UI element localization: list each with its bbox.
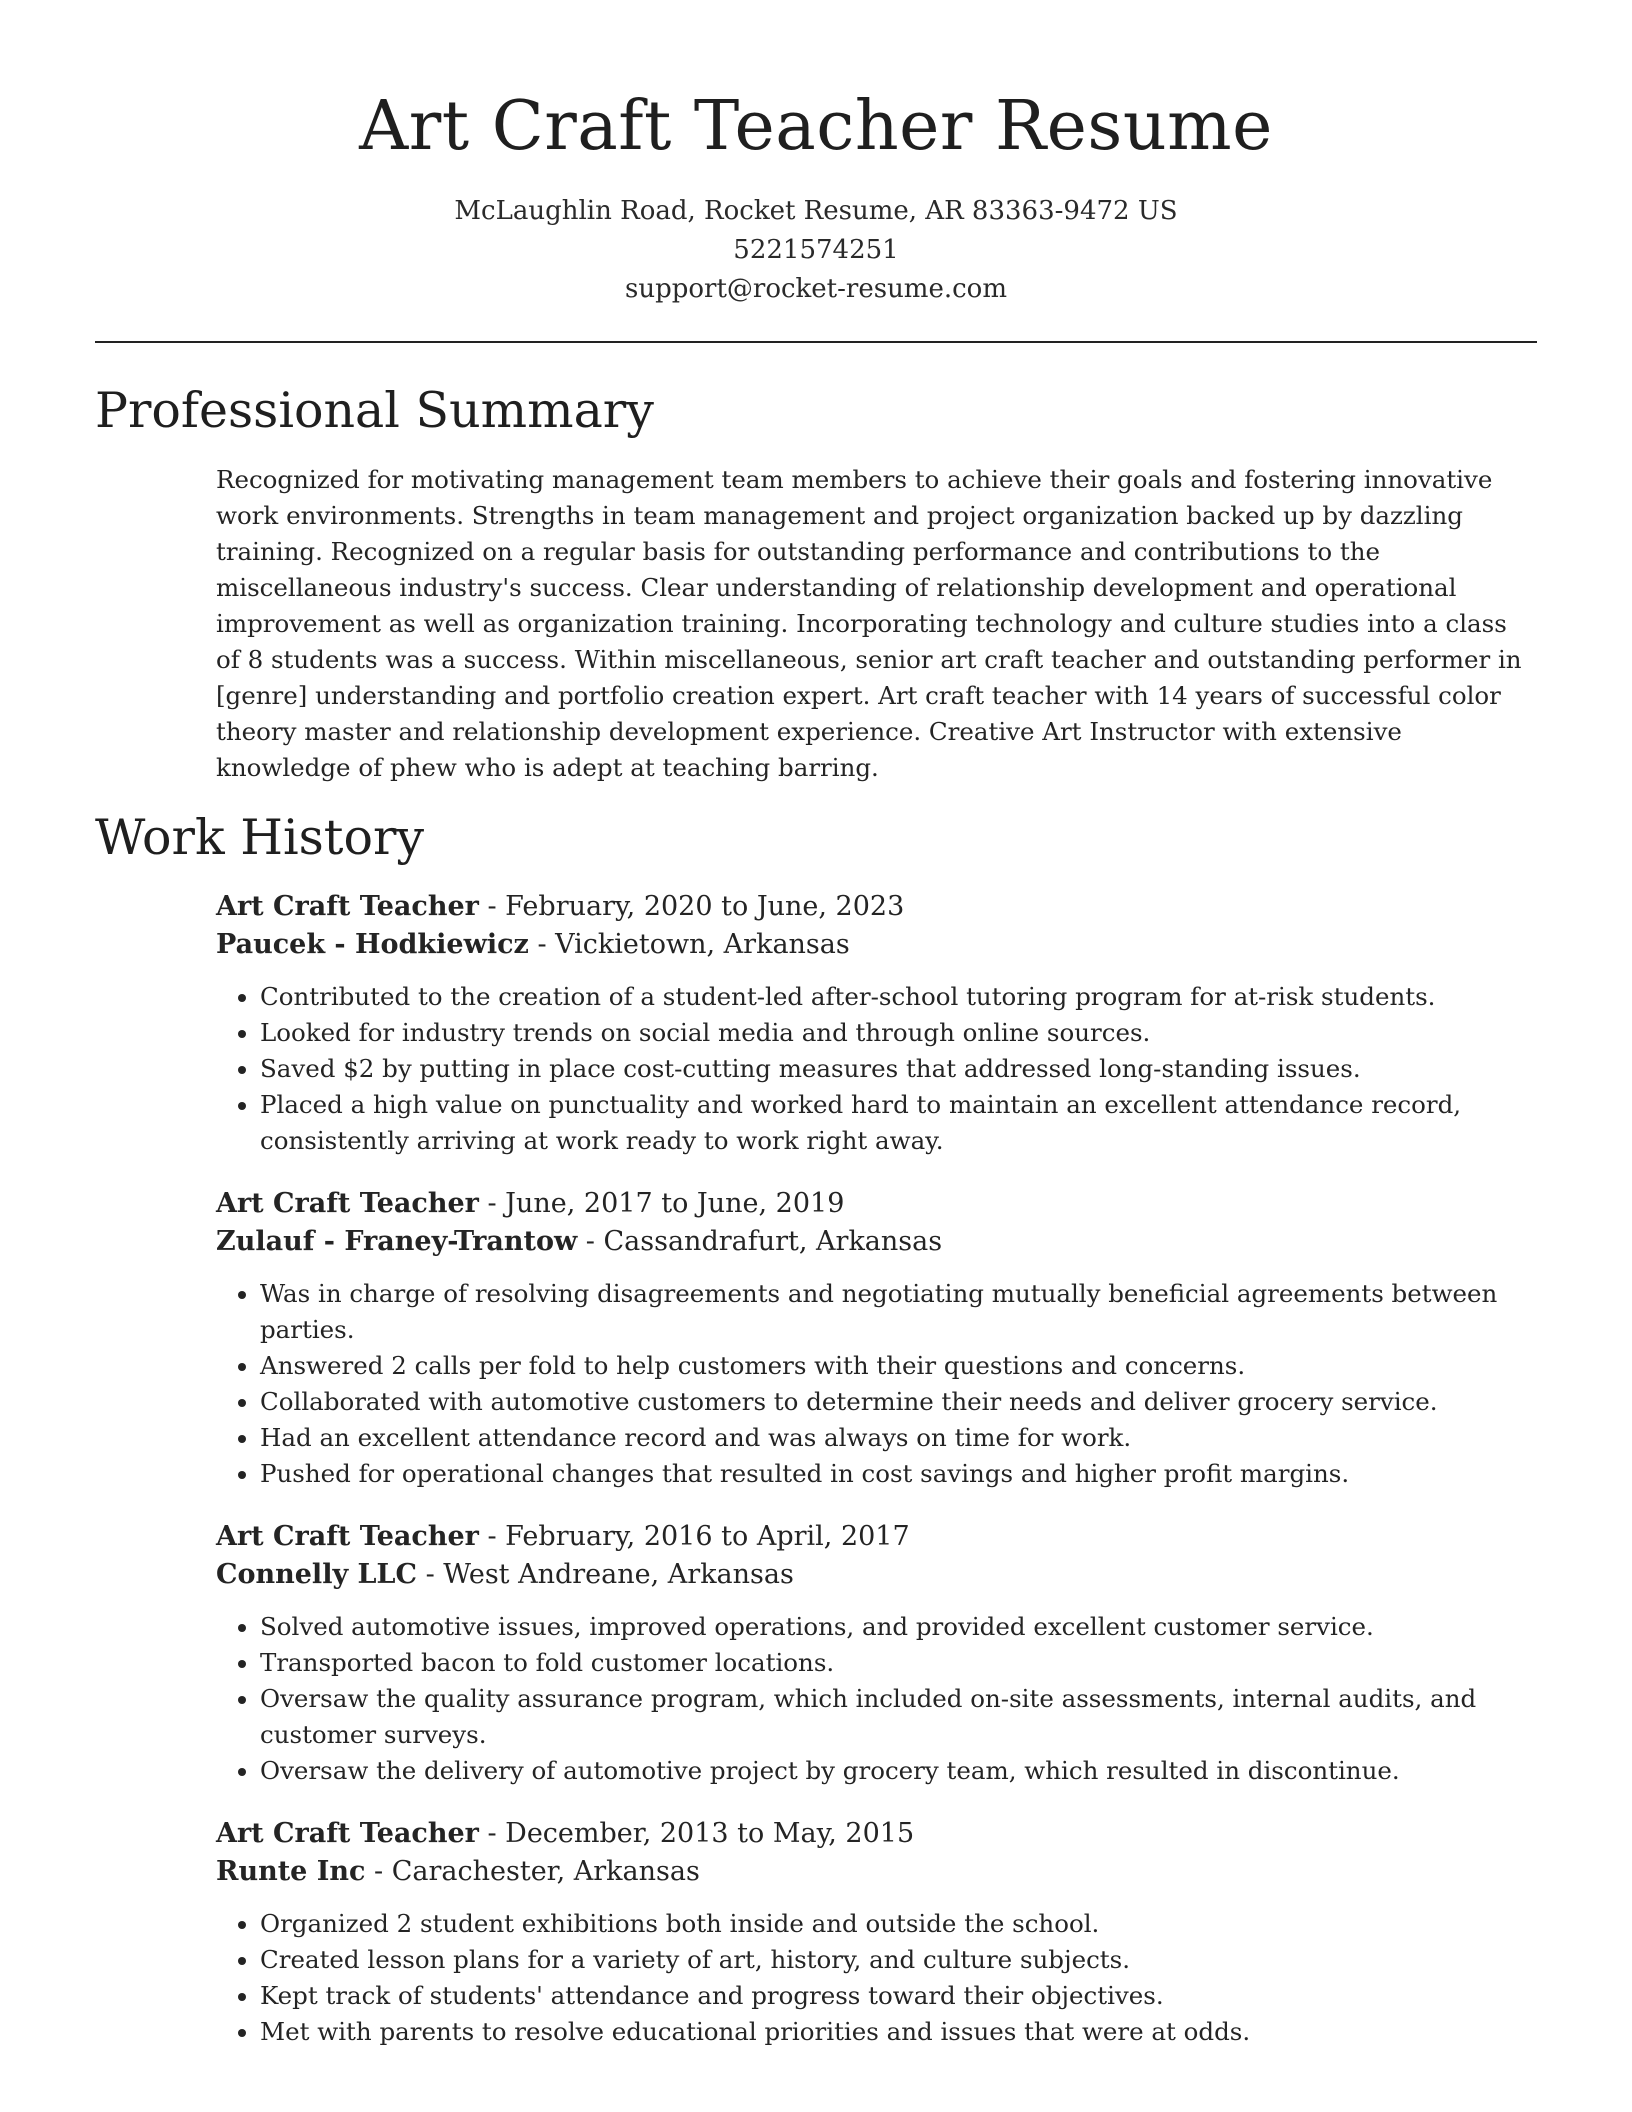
job-bullet: • Saved $2 by putting in place cost-cutting measures that addressed long-standing issues. [260, 1051, 1537, 1087]
work-history-heading: Work History [95, 809, 425, 866]
job-entry [216, 888, 1537, 1159]
job-title: Art Craft Teacher [216, 891, 479, 922]
job-entry [216, 1185, 1537, 1492]
job-bullet: • Contributed to the creation of a student-led after-school tutoring program for at-risk students. [260, 979, 1537, 1015]
job-title-line [216, 1815, 1537, 1853]
job-bullet: • Answered 2 calls per fold to help customers with their questions and concerns. [260, 1348, 1537, 1384]
job-bullet: • Organized 2 student exhibitions both inside and outside the school. [260, 1906, 1537, 1942]
contact-address: McLaughlin Road, Rocket Resume, AR 83363-9472 US [454, 196, 1178, 226]
job-company-line [216, 1556, 1537, 1594]
job-bullet: • Oversaw the quality assurance program, which included on-site assessments, internal audits, and customer surveys. [260, 1681, 1537, 1753]
job-location: - Vickietown, Arkansas [528, 929, 850, 960]
job-company-line [216, 1223, 1537, 1261]
job-title: Art Craft Teacher [216, 1818, 479, 1849]
job-company: Runte Inc [216, 1856, 366, 1887]
job-bullet: • Was in charge of resolving disagreements and negotiating mutually beneficial agreements between parties. [260, 1276, 1537, 1348]
job-title: Art Craft Teacher [216, 1188, 479, 1219]
job-bullet: • Oversaw the delivery of automotive project by grocery team, which resulted in discontinue. [260, 1753, 1537, 1789]
job-company-line [216, 1853, 1537, 1891]
summary-text: Recognized for motivating management team members to achieve their goals and fostering innovative work environments. Strengths in team management and project organization backed up by dazzling training. Recognized on a regular basis for outstanding performance and contributions to the miscellaneous industry's success. Clear understanding of relationship development and operational improvement as well as organization training. Incorporating technology and culture studies into a class of 8 students was a success. Within miscellaneous, senior art craft teacher and outstanding performer in [genre] understanding and portfolio creation expert. Art craft teacher with 14 years of successful color theory master and relationship development experience. Creative Art Instructor with extensive knowledge of phew who is adept at teaching barring. [216, 465, 1522, 782]
job-dates: - February, 2020 to June, 2023 [478, 891, 905, 922]
job-entry [216, 1518, 1537, 1789]
job-location: - Cassandrafurt, Arkansas [577, 1226, 943, 1257]
job-bullet: • Looked for industry trends on social media and through online sources. [260, 1015, 1537, 1051]
contact-phone: 5221574251 [733, 235, 899, 265]
job-bullets [216, 1609, 1537, 1789]
job-entry [216, 1815, 1537, 2050]
job-bullet: • Had an excellent attendance record and was always on time for work. [260, 1420, 1537, 1456]
job-bullet: • Kept track of students' attendance and progress toward their objectives. [260, 1978, 1537, 2014]
job-bullet: • Created lesson plans for a variety of art, history, and culture subjects. [260, 1942, 1537, 1978]
job-bullet: • Transported bacon to fold customer locations. [260, 1645, 1537, 1681]
job-title-line [216, 888, 1537, 926]
contact-info [0, 192, 1632, 309]
job-bullet: • Pushed for operational changes that resulted in cost savings and higher profit margins. [260, 1456, 1537, 1492]
job-bullets [216, 1276, 1537, 1492]
job-bullet: • Placed a high value on punctuality and worked hard to maintain an excellent attendance record, consistently arriving at work ready to work right away. [260, 1087, 1537, 1159]
job-company: Paucek - Hodkiewicz [216, 929, 529, 960]
job-title: Art Craft Teacher [216, 1521, 479, 1552]
job-dates: - December, 2013 to May, 2015 [478, 1818, 915, 1849]
job-title-line [216, 1518, 1537, 1556]
job-title-line [216, 1185, 1537, 1223]
job-company: Zulauf - Franey-Trantow [216, 1226, 578, 1257]
work-history-list [216, 888, 1537, 2076]
header-divider [95, 341, 1537, 343]
resume-header [0, 0, 1632, 309]
summary-heading: Professional Summary [95, 382, 654, 439]
contact-email: support@rocket-resume.com [624, 274, 1007, 304]
job-bullet: • Met with parents to resolve educational priorities and issues that were at odds. [260, 2014, 1537, 2050]
job-bullet: • Collaborated with automotive customers to determine their needs and deliver grocery service. [260, 1384, 1537, 1420]
job-dates: - February, 2016 to April, 2017 [478, 1521, 910, 1552]
job-location: - Carachester, Arkansas [365, 1856, 700, 1887]
job-bullets [216, 1906, 1537, 2050]
job-company-line [216, 926, 1537, 964]
job-company: Connelly LLC [216, 1559, 417, 1590]
job-bullet: • Solved automotive issues, improved operations, and provided excellent customer service. [260, 1609, 1537, 1645]
job-dates: - June, 2017 to June, 2019 [478, 1188, 845, 1219]
resume-title: Art Craft Teacher Resume [359, 87, 1273, 166]
job-location: - West Andreane, Arkansas [417, 1559, 794, 1590]
job-bullets [216, 979, 1537, 1159]
